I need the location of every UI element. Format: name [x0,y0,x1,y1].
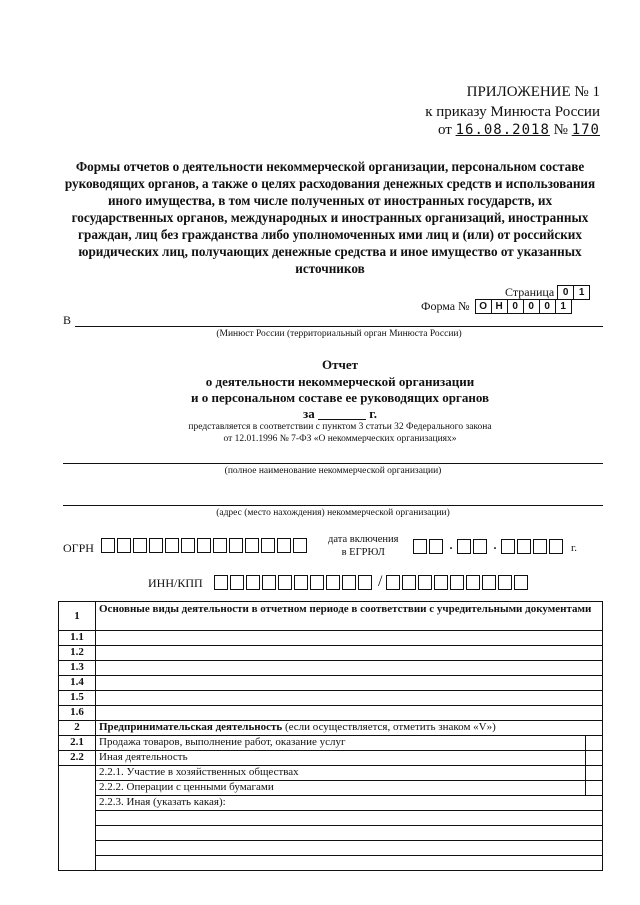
year-suffix: г. [369,406,377,421]
ogrn-digit-box[interactable] [277,538,291,553]
table-row-section-2 [59,721,603,736]
inn-digit-box[interactable] [310,575,324,590]
r223-blank[interactable] [96,856,603,871]
inn-boxes[interactable] [214,575,374,590]
report-line2: и о персональном составе ее руководящих органов [190,390,490,405]
to-line[interactable] [75,326,603,327]
inn-digit-box[interactable] [342,575,356,590]
r222-check[interactable] [586,781,603,796]
order-date: 16.08.2018 [455,122,550,138]
table-row [59,661,603,676]
egrul-suffix: г. [571,542,578,554]
kpp-digit-box[interactable] [482,575,496,590]
ogrn-digit-box[interactable] [117,538,131,553]
r223-blank[interactable] [96,841,603,856]
row-value[interactable] [96,631,603,646]
r223-text: 2.2.3. Иная (указать какая): [96,796,603,811]
ogrn-digit-box[interactable] [213,538,227,553]
table-row [59,751,603,766]
sec2-bold: Предпринимательская деятельность [99,721,283,733]
header-num: 1 [59,602,96,631]
report-basis-2: от 12.01.1996 № 7-ФЗ «О некоммерческих организациях» [223,434,457,444]
form-number-cells [476,299,572,314]
page-digit-cell: 1 [573,285,590,300]
ogrn-digit-box[interactable] [149,538,163,553]
address-line[interactable] [63,505,603,506]
inn-digit-box[interactable] [358,575,372,590]
r21-text: Продажа товаров, выполнение работ, оказание услуг [96,736,586,751]
sec2-rest: (если осуществляется, отметить знаком «V») [282,721,496,733]
table-row [59,841,603,856]
form-label: Форма № [421,299,470,313]
row-value[interactable] [96,691,603,706]
kpp-digit-box[interactable] [402,575,416,590]
appendix-title: ПРИЛОЖЕНИЕ № 1 [466,84,600,100]
inn-label: ИНН/КПП [148,576,203,590]
table-row [59,736,603,751]
table-header-row [59,602,603,631]
r221-text: 2.2.1. Участие в хозяйственных обществах [96,766,586,781]
ogrn-digit-box[interactable] [101,538,115,553]
form-code-cell: 1 [555,299,572,314]
row-value[interactable] [96,706,603,721]
row-num: 1.1 [59,631,96,646]
form-number-block [421,299,572,314]
inn-digit-box[interactable] [278,575,292,590]
order-number: 170 [571,122,600,138]
egrul-label-2: в ЕГРЮЛ [341,547,385,558]
ogrn-digit-box[interactable] [133,538,147,553]
org-name-caption: (полное наименование некоммерческой организации) [224,466,442,476]
table-row [59,766,603,781]
inn-digit-box[interactable] [326,575,340,590]
ogrn-digit-box[interactable] [261,538,275,553]
kpp-digit-box[interactable] [418,575,432,590]
ogrn-digit-box[interactable] [293,538,307,553]
egrul-label [328,533,399,559]
activities-table [58,601,603,871]
form-code-cell: 0 [539,299,556,314]
r222-text: 2.2.2. Операции с ценными бумагами [96,781,586,796]
kpp-digit-box[interactable] [450,575,464,590]
row-value[interactable] [96,676,603,691]
inn-digit-box[interactable] [246,575,260,590]
r21-check[interactable] [586,736,603,751]
report-period [120,405,560,422]
ogrn-digit-box[interactable] [181,538,195,553]
row-num: 1.3 [59,661,96,676]
table-row [59,811,603,826]
r22-text: Иная деятельность [96,751,586,766]
kpp-digit-box[interactable] [514,575,528,590]
appendix-date-line [438,122,600,139]
header-text: Основные виды деятельности в отчетном периоде в соответствии с учредительными документами [96,602,603,631]
table-row [59,706,603,721]
ogrn-label: ОГРН [63,541,94,555]
r223-blank[interactable] [96,811,603,826]
ogrn-digit-box[interactable] [197,538,211,553]
page-number-block [505,285,590,300]
inn-digit-box[interactable] [294,575,308,590]
ogrn-digit-box[interactable] [229,538,243,553]
table-row [59,646,603,661]
kpp-digit-box[interactable] [434,575,448,590]
ogrn-boxes[interactable] [101,538,309,553]
r22-check[interactable] [586,751,603,766]
table-row [59,796,603,811]
org-name-line[interactable] [63,463,603,464]
row-num: 1.2 [59,646,96,661]
kpp-boxes[interactable] [386,575,530,590]
form-code-cell: 0 [507,299,524,314]
table-row [59,781,603,796]
address-caption: (адрес (место нахождения) некоммерческой организации) [216,508,450,518]
row-value[interactable] [96,661,603,676]
r22-num: 2.2 [59,751,96,766]
egrul-date-boxes[interactable]: . . г. [413,536,577,554]
date-prefix: от [437,122,452,138]
kpp-digit-box[interactable] [498,575,512,590]
year-field[interactable] [318,419,366,420]
ogrn-digit-box[interactable] [245,538,259,553]
ogrn-digit-box[interactable] [165,538,179,553]
report-title: Отчет [322,357,358,372]
report-line1: о деятельности некоммерческой организации [205,374,475,389]
page-digit-cell: 0 [557,285,574,300]
form-code-cell: О [475,299,492,314]
r223-blank[interactable] [96,826,603,841]
table-row [59,856,603,871]
row-num: 1.6 [59,706,96,721]
sub-num-cell [59,766,96,871]
row-num: 1.4 [59,676,96,691]
sec2-num: 2 [59,721,96,736]
table-row [59,676,603,691]
r221-check[interactable] [586,766,603,781]
report-basis-1: представляется в соответствии с пунктом 3 статьи 32 Федерального закона [188,422,492,432]
egrul-label-1: дата включения [328,534,399,545]
inn-separator: / [378,573,383,590]
table-row [59,691,603,706]
page-label: Страница [505,285,555,299]
table-row [59,631,603,646]
r21-num: 2.1 [59,736,96,751]
form-code-cell: Н [491,299,508,314]
to-prefix: В [63,313,72,327]
inn-digit-box[interactable] [262,575,276,590]
inn-digit-box[interactable] [214,575,228,590]
inn-kpp-boxes[interactable] [214,573,530,591]
number-prefix: № [553,122,568,138]
inn-digit-box[interactable] [230,575,244,590]
row-value[interactable] [96,646,603,661]
row-num: 1.5 [59,691,96,706]
kpp-digit-box[interactable] [466,575,480,590]
to-caption: (Минюст России (территориальный орган Минюста России) [216,329,462,339]
appendix-order: к приказу Минюста России [425,104,600,120]
form-code-cell: 0 [523,299,540,314]
table-row [59,826,603,841]
period-prefix: за [303,406,315,421]
main-title: Формы отчетов о деятельности некоммерческой организации, персональном составе руководящих органов, а также о целях расходования денежных средств и использования иного имущества, в том числе полученных от иностранных государств, их государственных органов, международных и иностранных организаций, иностранных граждан, лиц без гражданства либо уполномоченных ими лиц и (или) от российских юридических лиц, получающих денежные средства и иное имущество от указанных источников [64,159,596,276]
kpp-digit-box[interactable] [386,575,400,590]
page-number-cells [558,285,590,300]
